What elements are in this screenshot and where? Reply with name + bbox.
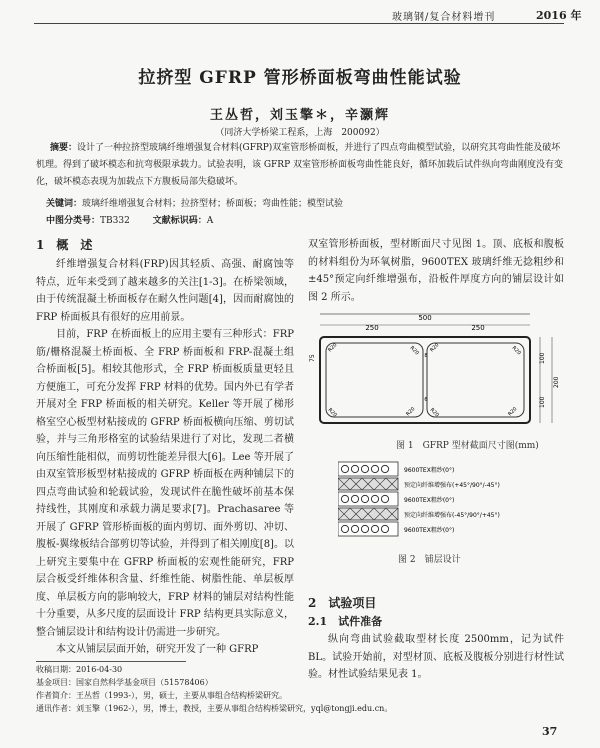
section-1-title: 1 概 述 — [36, 238, 93, 252]
class-value: TB332 — [100, 216, 130, 226]
chamfer-4: R20 — [510, 345, 522, 357]
outer-shell — [320, 337, 530, 423]
s1-paragraph-2: 目前，FRP 在桥面板上的应用主要有三种形式：FRP 筋/栅格混凝土桥面板、全 FRP 桥面板和 FRP-混凝土组合桥面板[5]。相较其他形式，全 FRP 桥面板质量更轻且方便施工，可充分发挥 FRP 材料的优势。国内外已有学者开展对全 FRP 桥面板的相关研究。Keller 等开展了梯形格室空心板型材粘接成的 GFRP 桥面板横向压缩、剪切试验，并与三角形格室的试验结果进行了对比，发现二者横向压缩性能相似，而剪切性能差异很大[6]。Lee 等开展了由双室管形板型材粘接成的 GFRP 桥面板在两种铺层下的四点弯曲试验和轮载试验，发现试件在脆性破坏前基本保持线性，其刚度和承载力满足要求[7]。Prachasaree 等开展了 GFRP 管形桥面板的面内剪切、面外剪切、冲切、腹板-翼缘板结合部剪切等试验，并得到了相关刚度[8]。以上研究主要集中在 GFRP 桥面板的宏观性能研究，FRP 层合板受纤维体积含量、纤维性能、树脂性能、单层板厚度、单层板方向的影响较大，FRP 材料的铺层对结构性能十分重要，从多尺度的层面设计 FRP 结构更具实际意义，整合铺层设计和结构设计仍需进一步研究。 — [36, 329, 294, 638]
page-number: 37 — [542, 725, 558, 738]
dim-height-2: 100 — [539, 396, 546, 408]
section-2-1-title: 2.1 试件准备 — [308, 615, 383, 628]
layer-2-label: 预定向纤维增强布(+45°/90°/-45°) — [404, 482, 500, 489]
dim-left-height: 75 — [309, 354, 316, 362]
section-2-title: 2 试验项目 — [308, 596, 377, 610]
layer-5-label: 9600TEX粗纱(0°) — [404, 527, 455, 534]
figure-1-caption: 图 1 GFRP 型材截面尺寸图(mm) — [396, 441, 539, 451]
right-paragraph-1: 双室管形桥面板，型材断面尺寸见图 1。顶、底板和腹板的材料组份为环氧树脂，9600TEX 玻璃纤维无捻粗纱和±45°预定向纤维增强布，沿板件厚度方向的铺层设计如图 2 所示。 — [308, 239, 564, 303]
figure-2-caption: 图 2 铺层设计 — [398, 555, 461, 565]
doc-value: A — [206, 216, 214, 226]
thickness-2: 6 — [424, 397, 428, 403]
authors: 王丛哲，刘玉擎＊，辛灏辉 — [209, 108, 390, 123]
abstract — [36, 140, 564, 191]
chamfer-6: R20 — [405, 406, 417, 418]
figure-1-cross-section — [308, 310, 564, 435]
footnote-fund: 基金项目：国家自然科学基金项目（51578406） — [36, 678, 213, 687]
layer-4-label: 预定向纤维增强布(-45°/90°/+45°) — [404, 512, 500, 519]
layer-2 — [338, 478, 500, 490]
footnote-received: 收稿日期：2016-04-30 — [36, 665, 123, 674]
layer-4 — [338, 508, 500, 520]
chamfer-3: R20 — [429, 342, 441, 354]
chamfer-8: R20 — [507, 406, 519, 418]
keywords-label: 关键词： — [46, 199, 83, 209]
left-column — [36, 256, 294, 674]
abstract-text: 设计了一种拉挤型玻璃纤维增强复合材料(GFRP)双室管形桥面板，并进行了四点弯曲模型试验，以研究其弯曲性能及破坏机理。得到了破坏模态和抗弯极限承载力。试验表明，该 GFRP 双室管形桥面板弯曲性能良好，循环加载后试件纵向弯曲刚度没有变化，破坏模态表现为加载点下方腹板局部失稳破坏。 — [36, 143, 563, 187]
footnote-rule — [36, 661, 186, 662]
s1-paragraph-1: 纤维增强复合材料(FRP)因其轻质、高强、耐腐蚀等特点，近年来受到了越来越多的关注[1-3]。在桥梁领域，由于传统混凝土桥面板存在耐久性问题[4]，因而耐腐蚀的 FRP 桥面板具有很好的应用前景。 — [36, 259, 294, 323]
abstract-label: 摘要： — [50, 143, 78, 153]
dim-total-height: 200 — [553, 376, 560, 388]
header-rule — [34, 23, 564, 24]
thickness-1: 8 — [424, 353, 428, 359]
dim-half-width-2: 250 — [471, 324, 485, 332]
right-cell — [427, 343, 524, 417]
section-2-1-body — [308, 631, 564, 684]
left-cell — [326, 343, 423, 417]
header-year: 2016 年 — [536, 9, 582, 22]
right-column-intro — [308, 236, 564, 306]
dim-half-width: 250 — [365, 324, 379, 332]
journal-header: 玻璃钢/复合材料增刊 — [392, 12, 496, 23]
s21-paragraph-1: 纵向弯曲试验截取型材长度 2500mm，记为试件 BL。试验开始前，对型材顶、底板及腹板分别进行材性试验。材性试验结果见表 1。 — [308, 634, 564, 680]
keywords — [46, 196, 343, 209]
layer-1 — [338, 462, 454, 476]
chamfer-7: R20 — [428, 407, 440, 419]
layer-5 — [338, 522, 454, 536]
layer-3-label: 9600TEX粗纱(0°) — [404, 497, 455, 504]
footnote-author2: 通讯作者：刘玉擎（1962-），男，博士，教授，主要从事组合结构桥梁研究，yql@tongji.edu.cn。 — [36, 704, 393, 713]
layer-3 — [338, 492, 454, 506]
layer-1-label: 9600TEX粗纱(0°) — [404, 467, 455, 474]
dim-total-width: 500 — [418, 314, 432, 322]
chamfer-2: R20 — [408, 345, 420, 357]
chamfer-5: R20 — [326, 407, 338, 419]
paper-title: 拉挤型 GFRP 管形桥面板弯曲性能试验 — [138, 68, 462, 88]
affiliation: （同济大学桥梁工程系，上海 200092） — [215, 128, 385, 138]
doc-label: 文献标识码： — [152, 216, 207, 226]
chamfer-1: R20 — [327, 342, 339, 354]
dim-height-1: 100 — [539, 352, 546, 364]
s1-paragraph-3: 本文从铺层层面开始，研究开发了一种 GFRP — [56, 644, 259, 655]
keywords-text: 玻璃纤维增强复合材料；拉挤型材；桥面板；弯曲性能；模型试验 — [82, 199, 344, 209]
classification — [46, 213, 213, 226]
footnote-author1: 作者简介：王丛哲（1993-），男，硕士，主要从事组合结构桥梁研究。 — [36, 691, 288, 700]
figure-2-layup — [338, 460, 564, 552]
class-label: 中图分类号： — [46, 216, 101, 226]
